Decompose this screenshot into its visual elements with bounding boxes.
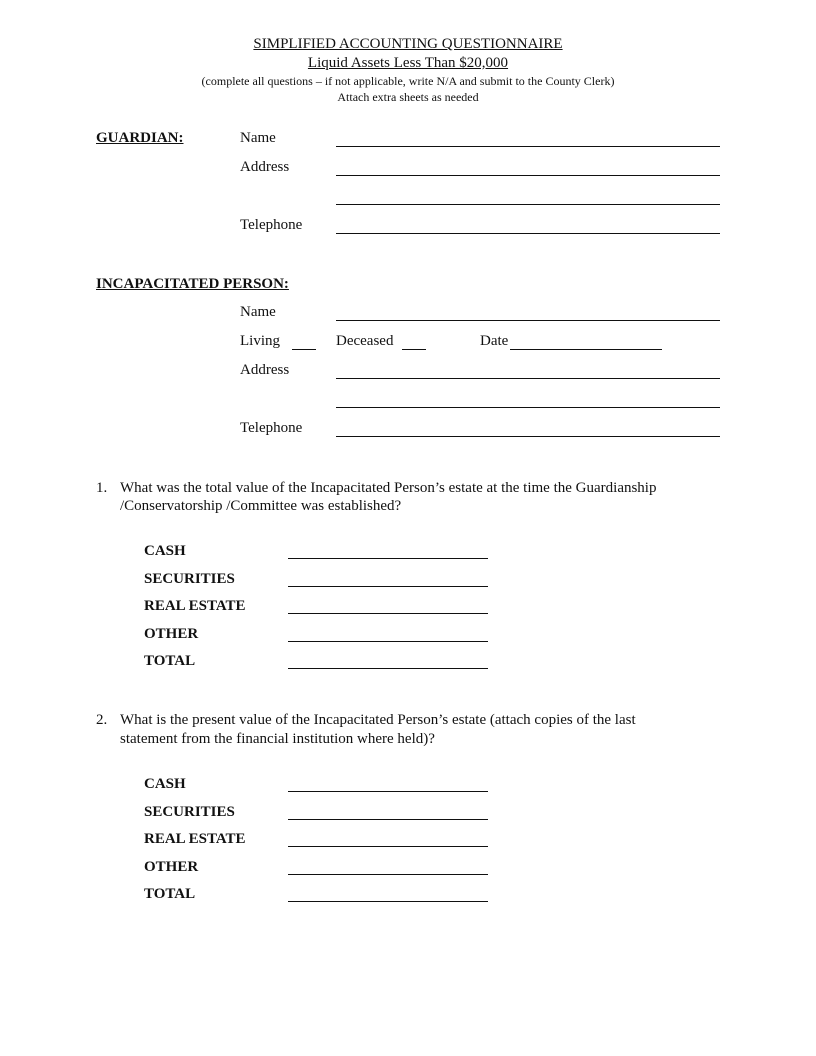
incapacitated-name-label: Name [240,304,276,320]
form-subtitle: Liquid Assets Less Than $20,000 [307,55,509,71]
q2-securities-field[interactable] [288,819,488,820]
question-1-text-line-2: /Conservatorship /Committee was established? [120,498,402,514]
q1-total-label: TOTAL [144,653,196,669]
q1-real-estate-field[interactable] [288,613,488,614]
living-field[interactable] [292,349,316,350]
incapacitated-telephone-label: Telephone [240,420,303,436]
q2-total-label: TOTAL [144,886,196,902]
q1-securities-field[interactable] [288,586,488,587]
q2-cash-label: CASH [144,776,186,792]
question-2-number: 2. [96,712,108,728]
question-2-text-line-1: What is the present value of the Incapacitated Person’s estate (attach copies of the last [120,712,636,728]
incapacitated-address-label: Address [240,362,290,378]
guardian-heading: GUARDIAN: [96,130,184,146]
incapacitated-name-field[interactable] [336,320,720,321]
q1-cash-label: CASH [144,543,186,559]
guardian-name-field[interactable] [336,146,720,147]
q1-cash-field[interactable] [288,558,488,559]
q1-other-field[interactable] [288,641,488,642]
form-title: SIMPLIFIED ACCOUNTING QUESTIONNAIRE [253,36,563,52]
incapacitated-address-field-2[interactable] [336,407,720,408]
guardian-telephone-field[interactable] [336,233,720,234]
incapacitated-address-field-1[interactable] [336,378,720,379]
guardian-address-field-1[interactable] [336,175,720,176]
date-field[interactable] [510,349,662,350]
deceased-field[interactable] [402,349,426,350]
q1-total-field[interactable] [288,668,488,669]
living-label: Living [240,333,280,349]
question-1-number: 1. [96,480,108,496]
q2-other-field[interactable] [288,874,488,875]
guardian-address-label: Address [240,159,290,175]
q2-other-label: OTHER [144,859,199,875]
q1-other-label: OTHER [144,626,199,642]
q2-real-estate-label: REAL ESTATE [144,831,246,847]
incapacitated-heading: INCAPACITATED PERSON: [96,276,289,292]
q2-real-estate-field[interactable] [288,846,488,847]
guardian-telephone-label: Telephone [240,217,303,233]
question-2-text-line-2: statement from the financial institution where held)? [120,731,435,747]
q2-securities-label: SECURITIES [144,804,235,820]
guardian-address-field-2[interactable] [336,204,720,205]
attach-note: Attach extra sheets as needed [337,90,479,104]
q1-securities-label: SECURITIES [144,571,235,587]
incapacitated-telephone-field[interactable] [336,436,720,437]
deceased-label: Deceased [336,333,394,349]
date-label: Date [480,333,509,349]
guardian-name-label: Name [240,130,276,146]
q1-real-estate-label: REAL ESTATE [144,598,246,614]
question-1-text-line-1: What was the total value of the Incapacitated Person’s estate at the time the Guardianship [120,480,657,496]
q2-total-field[interactable] [288,901,488,902]
form-instructions: (complete all questions – if not applicable, write N/A and submit to the County Clerk) [201,74,615,88]
q2-cash-field[interactable] [288,791,488,792]
